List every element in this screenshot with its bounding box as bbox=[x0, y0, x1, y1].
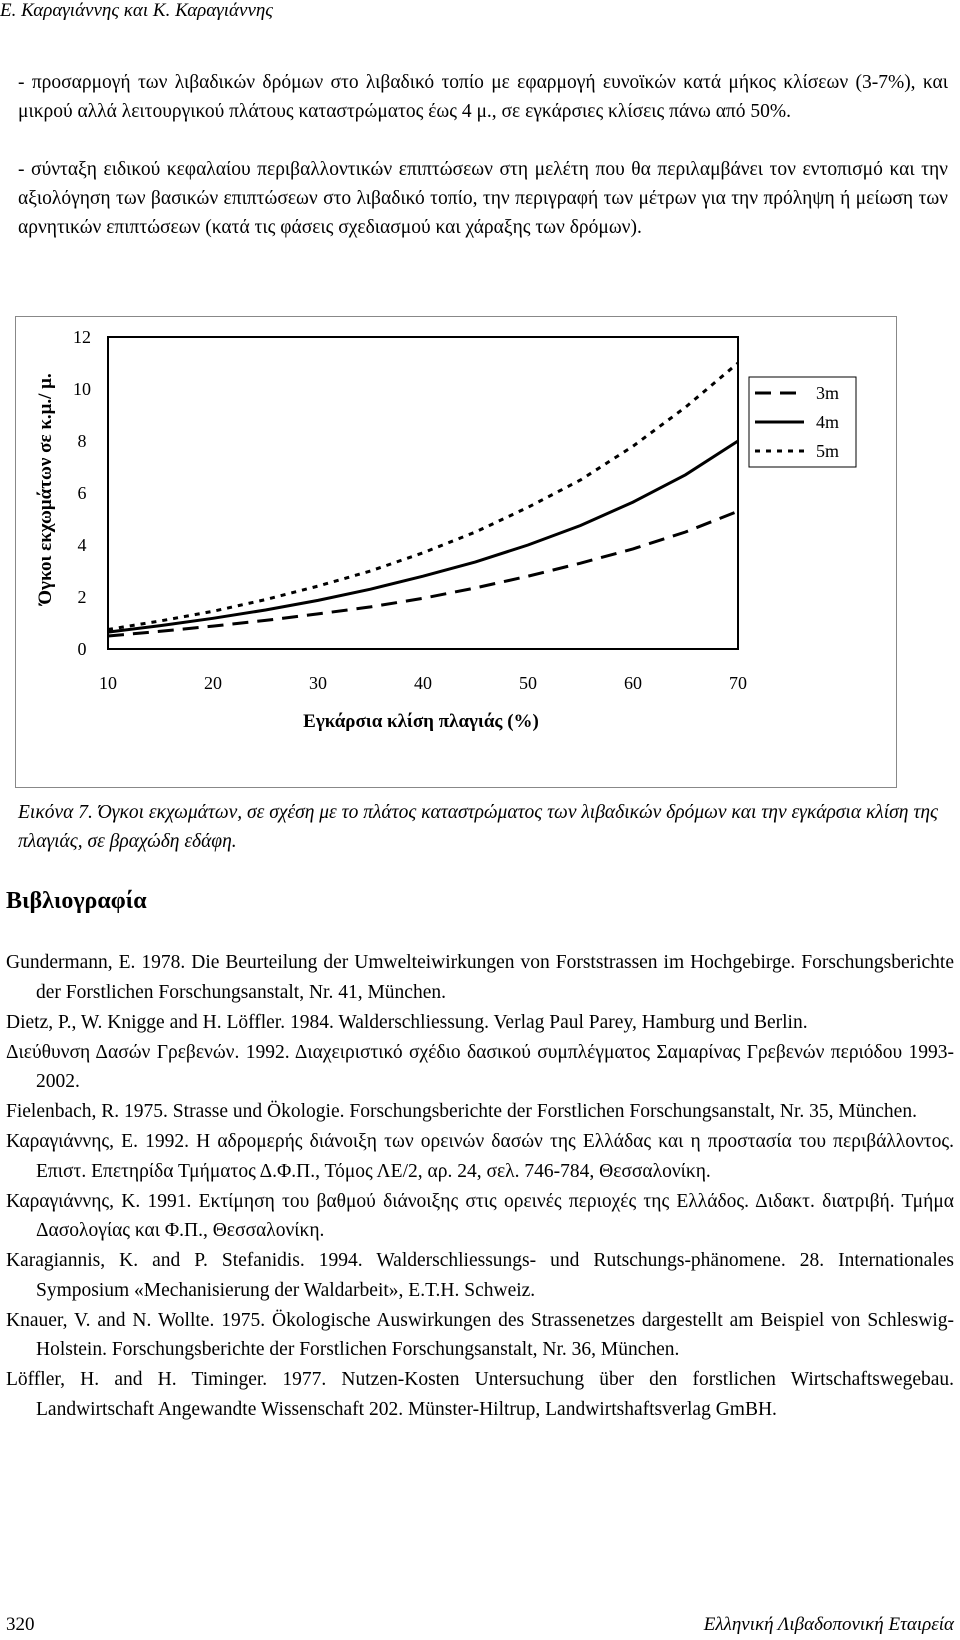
publisher-footer: Ελληνική Λιβαδοπονική Εταιρεία bbox=[703, 1614, 954, 1635]
x-tick-label: 50 bbox=[519, 673, 537, 693]
running-header: Ε. Καραγιάννης και Κ. Καραγιάννης bbox=[0, 0, 274, 21]
x-axis-label: Εγκάρσια κλίση πλαγιάς (%) bbox=[303, 711, 539, 732]
y-tick-label: 12 bbox=[73, 327, 91, 347]
y-tick-label: 0 bbox=[77, 639, 87, 659]
reference-item: Διεύθυνση Δασών Γρεβενών. 1992. Διαχειριστικό σχέδιο δασικού συμπλέγματος Σαμαρίνας Γρεβενών περιόδου 1993-2002. bbox=[6, 1041, 954, 1092]
y-tick-label: 6 bbox=[77, 483, 87, 503]
reference-item: Löffler, H. and H. Timinger. 1977. Nutzen-Kosten Untersuchung über den forstlichen Wirtschaftswegebau. Landwirtschaft Angewandte Wissenschaft 202. Münster-Hiltrup, Landwirtshaftsverlag GmBH. bbox=[6, 1369, 954, 1420]
legend-label-3m: 3m bbox=[816, 383, 840, 403]
y-axis-label: Όγκοι εκχωμάτων σε κ.μ./ μ. bbox=[35, 373, 56, 605]
reference-item: Gundermann, E. 1978. Die Beurteilung der Umwelteiwirkungen von Forststrassen im Hochgebirge. Forschungsberichte der Forstlichen Forschungsanstalt, Nr. 41, München. bbox=[6, 952, 954, 1003]
line-chart bbox=[16, 317, 896, 787]
reference-item: Fielenbach, R. 1975. Strasse und Ökologie. Forschungsberichte der Forstlichen Forschungsanstalt, Nr. 35, München. bbox=[6, 1101, 917, 1122]
y-tick-label: 4 bbox=[77, 535, 87, 555]
series-line-4m bbox=[108, 441, 738, 632]
x-tick-label: 40 bbox=[414, 673, 432, 693]
reference-item: Karagiannis, K. and P. Stefanidis. 1994. Walderschliessungs- und Rutschungs-phänomene. 28. Internationales Symposium «Mechanisierung der Waldarbeit», E.T.H. Schweiz. bbox=[6, 1250, 954, 1301]
page-number: 320 bbox=[6, 1614, 35, 1635]
x-tick-label: 10 bbox=[99, 673, 117, 693]
reference-item: Knauer, V. and N. Wollte. 1975. Ökologische Auswirkungen des Strassenetzes dargestellt am Beispiel von Schleswig-Holstein. Forschungsberichte der Forstlichen Forschungsanstalt, Nr. 36, München. bbox=[6, 1309, 954, 1360]
references-title: Βιβλιογραφία bbox=[6, 888, 147, 914]
plot-area-frame bbox=[108, 337, 738, 649]
series-line-3m bbox=[108, 511, 738, 636]
legend-label-5m: 5m bbox=[816, 441, 840, 461]
figure-caption: Εικόνα 7. Όγκοι εκχωμάτων, σε σχέση με το πλάτος καταστρώματος των λιβαδικών δρόμων και την εγκάρσια κλίση της πλαγιάς, σε βραχώδη εδάφη. bbox=[18, 802, 938, 852]
legend-label-4m: 4m bbox=[816, 412, 840, 432]
x-tick-label: 20 bbox=[204, 673, 222, 693]
body-paragraph-2: - σύνταξη ειδικού κεφαλαίου περιβαλλοντικών επιπτώσεων στη μελέτη που θα περιλαμβάνει τον εντοπισμό και την αξιολόγηση των βασικών επιπτώσεων στο λιβαδικό τοπίο, την περιγραφή των μέτρων για την πρόληψη ή μείωση των αρνητικών επιπτώσεων (κατά τις φάσεις σχεδιασμού και χάραξης των δρόμων). bbox=[18, 159, 948, 238]
reference-item: Dietz, P., W. Knigge and H. Löffler. 1984. Walderschliessung. Verlag Paul Parey, Hamburg und Berlin. bbox=[6, 1011, 808, 1033]
reference-item: Καραγιάννης, Ε. 1992. Η αδρομερής διάνοιξη των ορεινών δασών της Ελλάδας και η προστασία του περιβάλλοντος. Επιστ. Επετηρίδα Τμήματος Δ.Φ.Π., Τόμος ΛΕ/2, αρ. 24, σελ. 746-784, Θεσσαλονίκη. bbox=[6, 1131, 954, 1182]
x-tick-label: 60 bbox=[624, 673, 642, 693]
body-paragraph-1: - προσαρμογή των λιβαδικών δρόμων στο λιβαδικό τοπίο με εφαρμογή ευνοϊκών κατά μήκος κλίσεων (3-7%), και μικρού αλλά λειτουργικού πλάτους καταστρώματος έως 4 μ., σε εγκάρσιες κλίσεις πάνω από 50%. bbox=[18, 72, 948, 122]
y-tick-label: 10 bbox=[73, 379, 91, 399]
references-list bbox=[6, 948, 954, 1425]
x-tick-label: 30 bbox=[309, 673, 327, 693]
y-tick-label: 2 bbox=[77, 587, 87, 607]
figure-frame bbox=[15, 316, 897, 788]
y-tick-label: 8 bbox=[77, 431, 87, 451]
x-tick-label: 70 bbox=[729, 673, 747, 693]
reference-item: Καραγιάννης, Κ. 1991. Εκτίμηση του βαθμού διάνοιξης στις ορεινές περιοχές της Ελλάδος. Διδακτ. διατριβή. Τμήμα Δασολογίας και Φ.Π., Θεσσαλονίκη. bbox=[6, 1190, 954, 1241]
